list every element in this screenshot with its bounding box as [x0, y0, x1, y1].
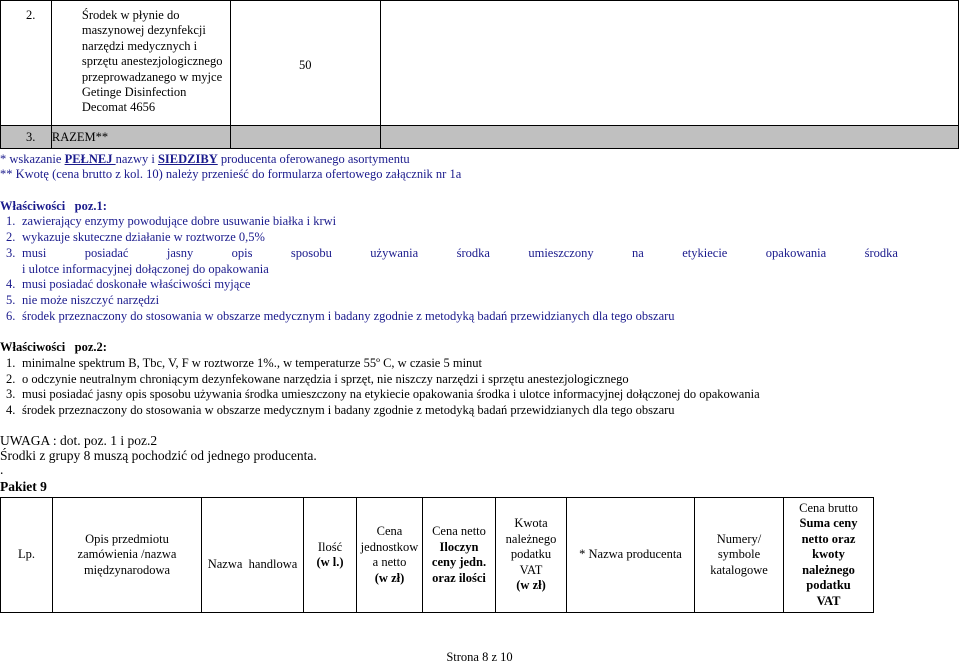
list-item: wykazuje skuteczne działanie w roztworze 0,5% [22, 230, 265, 244]
col-producer: * Nazwa producenta [567, 498, 695, 613]
table-row [1, 126, 959, 149]
table-row [1, 1, 959, 126]
col-trade-name: Nazwa handlowa [202, 498, 304, 613]
list-item: środek przeznaczony do stosowania w obszarze medycznym i badany zgodnie z metodyką badań przewidzianych dla tego obszaru [22, 309, 675, 323]
props1-title: Właściwości poz.1: [0, 199, 107, 213]
list-item: środek przeznaczony do stosowania w obszarze medycznym i badany zgodnie z metodyką badań przewidzianych dla tego obszaru [22, 403, 675, 417]
list-item: o odczynie neutralnym chroniącym dezynfekowane narzędzia i sprzęt, nie niszczy narzędzi i sprzętu anestezjologicznego [22, 372, 629, 386]
col-quantity: Ilość (w l.) [304, 498, 357, 613]
props2-title: Właściwości poz.2: [0, 340, 107, 354]
warning-title: UWAGA : dot. poz. 1 i poz.2 [0, 433, 158, 448]
item-quantity: 50 [299, 58, 312, 72]
total-label: RAZEM** [51, 130, 109, 144]
col-catalog-numbers: Numery/ symbole katalogowe [695, 498, 784, 613]
table-header-row [1, 498, 874, 613]
list-item: nie może niszczyć narzędzi [22, 293, 160, 307]
row-lp: 3. [26, 130, 36, 144]
col-unit-price: Cena jednostkow a netto (w zł) [357, 498, 423, 613]
col-description: Opis przedmiotu zamówienia /nazwa międzynarodowa [53, 498, 202, 613]
warning-text: Środki z grupy 8 muszą pochodzić od jednego producenta. [0, 448, 317, 463]
list-item: musi posiadać doskonałe właściwości myjące [22, 277, 251, 291]
warning-dot: . [0, 462, 4, 477]
package-title: Pakiet 9 [0, 479, 47, 494]
item-description: Środek w płynie do maszynowej dezynfekcji narzędzi medycznych i sprzętu anestezjologicznego przeprowadzanego w myjce Getinge Disinfection Decomat 4656 [81, 8, 223, 115]
top-table [0, 0, 959, 149]
col-vat-amount: Kwota należnego podatku VAT (w zł) [496, 498, 567, 613]
page-footer: Strona 8 z 10 [446, 650, 513, 664]
note-price: ** Kwotę (cena brutto z kol. 10) należy przenieść do formularza ofertowego załącznik nr 1a [0, 167, 462, 181]
list-item: zawierający enzymy powodujące dobre usuwanie białka i krwi [22, 214, 337, 228]
list-item: musi posiadać jasny opis sposobu używania środka umieszczony na etykiecie opakowania środka [22, 246, 898, 260]
list-item: minimalne spektrum B, Tbc, V, F w roztworze 1%., w temperaturze 55º C, w czasie 5 minut [22, 356, 483, 370]
package-table [0, 497, 874, 613]
col-gross-price: Cena brutto Suma ceny netto oraz kwoty należnego podatku VAT [784, 498, 874, 613]
col-lp: Lp. [1, 498, 53, 613]
list-item: i ulotce informacyjnej dołączonej do opakowania [22, 262, 269, 276]
note-full-name: * wskazanie PEŁNEJ nazwy i SIEDZIBY producenta oferowanego asortymentu [0, 152, 410, 166]
col-net-price: Cena netto Iloczyn ceny jedn. oraz ilości [423, 498, 496, 613]
row-lp: 2. [26, 8, 36, 22]
list-item: musi posiadać jasny opis sposobu używania środka umieszczony na etykiecie opakowania środka i ulotce informacyjnej dołączonej do opakowania [22, 387, 760, 401]
